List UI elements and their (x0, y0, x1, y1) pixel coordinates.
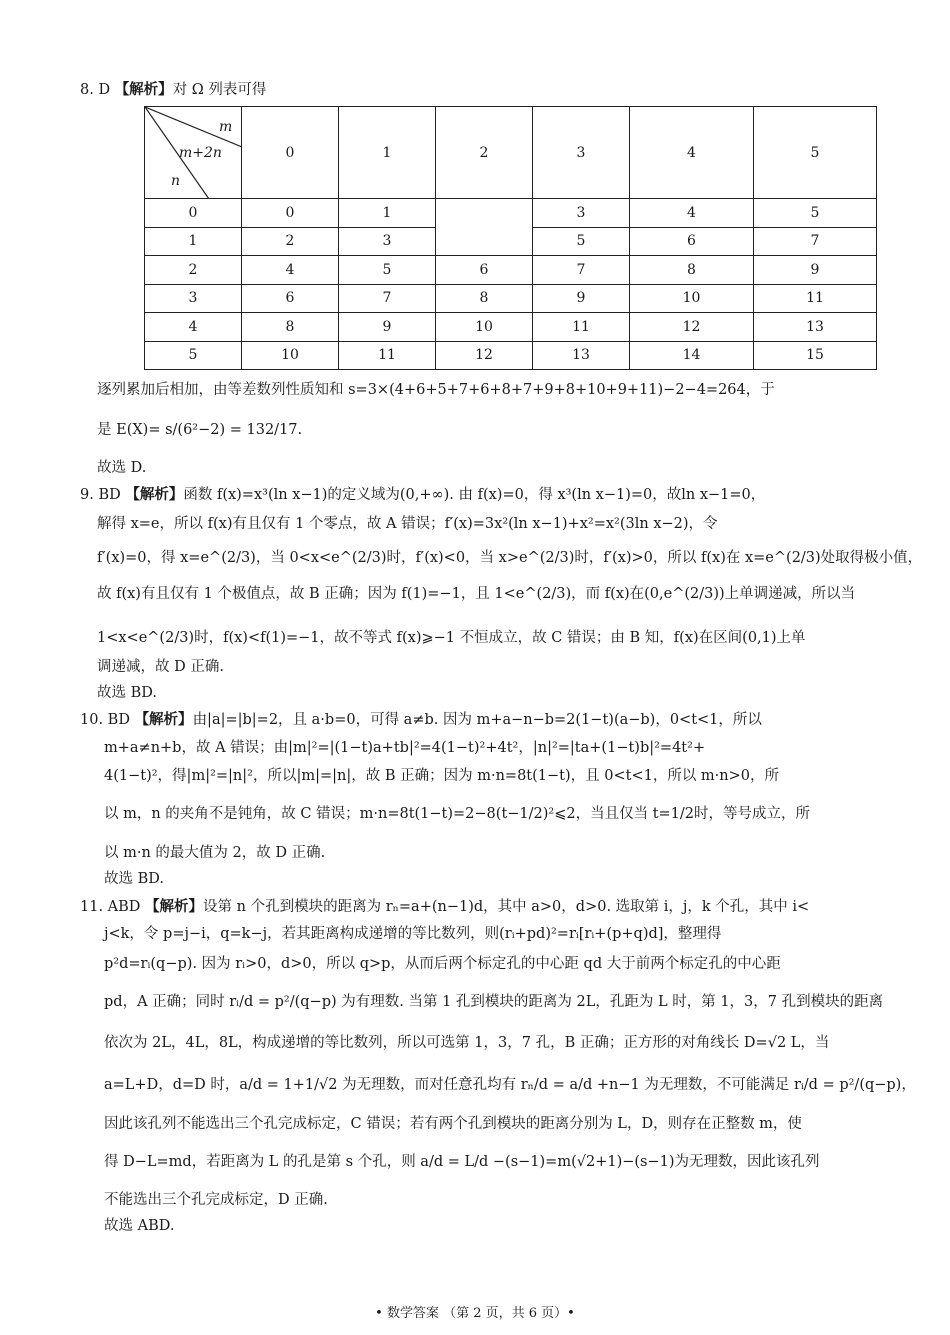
q8-line-1: 逐列累加后相加，由等差数列性质知和 s=3×(4+6+5+7+6+8+7+9+8+10+9+11)−2−4=264，于 (97, 382, 775, 398)
table-cell: 5 (754, 199, 877, 228)
q9-line-5: 1<x<e^(2/3)时，f(x)<f(1)=−1，故不等式 f(x)⩾−1 不恒成立，故 C 错误；由 B 知，f(x)在区间(0,1)上单 (97, 630, 806, 646)
table-row (145, 284, 877, 313)
table-cell: 1 (339, 199, 436, 228)
table-cell: 11 (533, 313, 630, 342)
table-cell: 10 (436, 313, 533, 342)
col-header: 2 (436, 107, 533, 199)
row-header: 1 (145, 227, 242, 256)
col-header: 5 (754, 107, 877, 199)
table-cell: 9 (754, 256, 877, 285)
table-row (145, 256, 877, 285)
table-cell: 0 (242, 199, 339, 228)
col-header: 0 (242, 107, 339, 199)
table-cell: 7 (533, 256, 630, 285)
table-cell: 8 (630, 256, 754, 285)
table-row (145, 313, 877, 342)
q11-line-3: p²d=rᵢ(q−p). 因为 rᵢ>0，d>0，所以 q>p，从而后两个标定孔的中心距 qd 大于前两个标定孔的中心距 (104, 956, 781, 972)
q9-answer: 9. BD (80, 487, 121, 503)
q9-line-1 (80, 485, 765, 505)
table-cell: 11 (754, 284, 877, 313)
table-cell: 10 (242, 341, 339, 370)
corner-label-m2n: m+2n (179, 145, 222, 161)
table-header-row (145, 107, 877, 199)
table-cell: 10 (630, 284, 754, 313)
table-cell: 8 (436, 284, 533, 313)
q11-line-5: 依次为 2L，4L，8L，构成递增的等比数列，所以可选第 1，3，7 孔，B 正确；正方形的对角线长 D=√2 L，当 (104, 1035, 830, 1051)
col-header: 1 (339, 107, 436, 199)
row-header: 3 (145, 284, 242, 313)
q11-line-6: a=L+D，d=D 时，a/d = 1+1/√2 为无理数，而对任意孔均有 rₙ/d = a/d +n−1 为无理数，不可能满足 rᵢ/d = p²/(q−p)， (104, 1077, 916, 1093)
q8-heading (80, 80, 266, 100)
q8-intro: 对 Ω 列表可得 (172, 82, 267, 98)
q11-answer: 11. ABD (80, 899, 141, 915)
q11-conclusion: 故选 ABD. (104, 1218, 175, 1234)
table-cell: 4 (242, 256, 339, 285)
q11-line-9: 不能选出三个孔完成标定，D 正确. (104, 1192, 328, 1208)
table-cell: 7 (339, 284, 436, 313)
q9-line-3: f′(x)=0，得 x=e^(2/3)，当 0<x<e^(2/3)时，f′(x)<0，当 x>e^(2/3)时，f′(x)>0，所以 f(x)在 x=e^(2/3)处取得极小值， (97, 550, 923, 566)
table-cell: 12 (630, 313, 754, 342)
table-corner-cell (145, 107, 242, 199)
q10-answer: 10. BD (80, 712, 130, 728)
col-header: 3 (533, 107, 630, 199)
table-cell: 13 (533, 341, 630, 370)
table-cell: 4 (630, 199, 754, 228)
q10-line-2: m+a≠n+b，故 A 错误；由|m|²=|(1−t)a+tb|²=4(1−t)²+4t²，|n|²=|ta+(1−t)b|²=4t²+ (104, 740, 706, 756)
table-cell: 5 (339, 256, 436, 285)
table-cell: 14 (630, 341, 754, 370)
q10-line-4: 以 m，n 的夹角不是钝角，故 C 错误；m·n=8t(1−t)=2−8(t−1/2)²⩽2，当且仅当 t=1/2时，等号成立，所 (104, 806, 811, 822)
q10-line-5: 以 m·n 的最大值为 2，故 D 正确. (104, 845, 326, 861)
table-cell: 3 (533, 199, 630, 228)
q11-line-2: j<k，令 p=j−i，q=k−j，若其距离构成递增的等比数列，则(rᵢ+pd)²=rᵢ[rᵢ+(p+q)d]，整理得 (104, 926, 722, 942)
q8-line-2: 是 E(X)= s/(6²−2) = 132/17. (97, 422, 303, 438)
q10-line-3: 4(1−t)²，得|m|²=|n|²，所以|m|=|n|，故 B 正确；因为 m·n=8t(1−t)，且 0<t<1，所以 m·n>0，所 (104, 768, 779, 784)
row-header: 5 (145, 341, 242, 370)
table-cell: 12 (436, 341, 533, 370)
col-header: 4 (630, 107, 754, 199)
omega-table (144, 106, 877, 370)
q8-answer: 8. D (80, 82, 111, 98)
q9-text-1: 函数 f(x)=x³(ln x−1)的定义域为(0,+∞). 由 f(x)=0，得 x³(ln x−1)=0，故ln x−1=0， (183, 487, 766, 503)
corner-label-m: m (219, 119, 233, 135)
q11-line-4: pd，A 正确；同时 rᵢ/d = p²/(q−p) 为有理数. 当第 1 孔到模块的距离为 2L，孔距为 L 时，第 1，3，7 孔到模块的距离 (104, 994, 884, 1010)
table-cell: 13 (754, 313, 877, 342)
table-cell: 8 (242, 313, 339, 342)
corner-label-n: n (171, 173, 181, 189)
table-cell: 7 (754, 227, 877, 256)
q11-tag: 【解析】 (145, 898, 204, 915)
table-row (145, 199, 877, 228)
table-cell: 2 (242, 227, 339, 256)
q11-line-8: 得 D−L=md，若距离为 L 的孔是第 s 个孔，则 a/d = L/d −(s−1)=m(√2+1)−(s−1)为无理数，因此该孔列 (104, 1154, 820, 1170)
q10-line-1 (80, 710, 762, 730)
q11-line-1 (80, 897, 809, 917)
q10-tag: 【解析】 (134, 711, 193, 728)
row-header: 2 (145, 256, 242, 285)
table-cell: 6 (242, 284, 339, 313)
table-cell: 11 (339, 341, 436, 370)
table-cell: 6 (630, 227, 754, 256)
q9-line-4: 故 f(x)有且仅有 1 个极值点，故 B 正确；因为 f(1)=−1，且 1<e^(2/3)，而 f(x)在(0,e^(2/3))上单调递减，所以当 (97, 586, 856, 602)
table-cell: 6 (436, 256, 533, 285)
q9-tag: 【解析】 (125, 486, 184, 503)
q11-text-1: 设第 n 个孔到模块的距离为 rₙ=a+(n−1)d，其中 a>0，d>0. 选取第 i，j，k 个孔，其中 i< (203, 899, 810, 915)
row-header: 0 (145, 199, 242, 228)
table-cell: 9 (533, 284, 630, 313)
q9-line-2: 解得 x=e，所以 f(x)有且仅有 1 个零点，故 A 错误；f′(x)=3x²(ln x−1)+x²=x²(3ln x−2)，令 (97, 516, 718, 532)
q11-line-7: 因此该孔列不能选出三个孔完成标定，C 错误；若有两个孔到模块的距离分别为 L，D，则存在正整数 m，使 (104, 1116, 802, 1132)
q10-conclusion: 故选 BD. (104, 871, 164, 887)
table-cell: 15 (754, 341, 877, 370)
table-row (145, 341, 877, 370)
q9-conclusion: 故选 BD. (97, 685, 157, 701)
table-cell: 9 (339, 313, 436, 342)
q8-conclusion: 故选 D. (97, 460, 147, 476)
q8-tag: 【解析】 (114, 81, 173, 98)
row-header: 4 (145, 313, 242, 342)
table-cell-empty (436, 199, 533, 256)
table-cell: 3 (339, 227, 436, 256)
table-cell: 5 (533, 227, 630, 256)
page-footer: • 数学答案 （第 2 页，共 6 页）• (375, 1306, 575, 1321)
q9-line-6: 调递减，故 D 正确. (97, 659, 224, 675)
q10-text-1: 由|a|=|b|=2，且 a·b=0，可得 a≠b. 因为 m+a−n−b=2(1−t)(a−b)，0<t<1，所以 (192, 712, 762, 728)
